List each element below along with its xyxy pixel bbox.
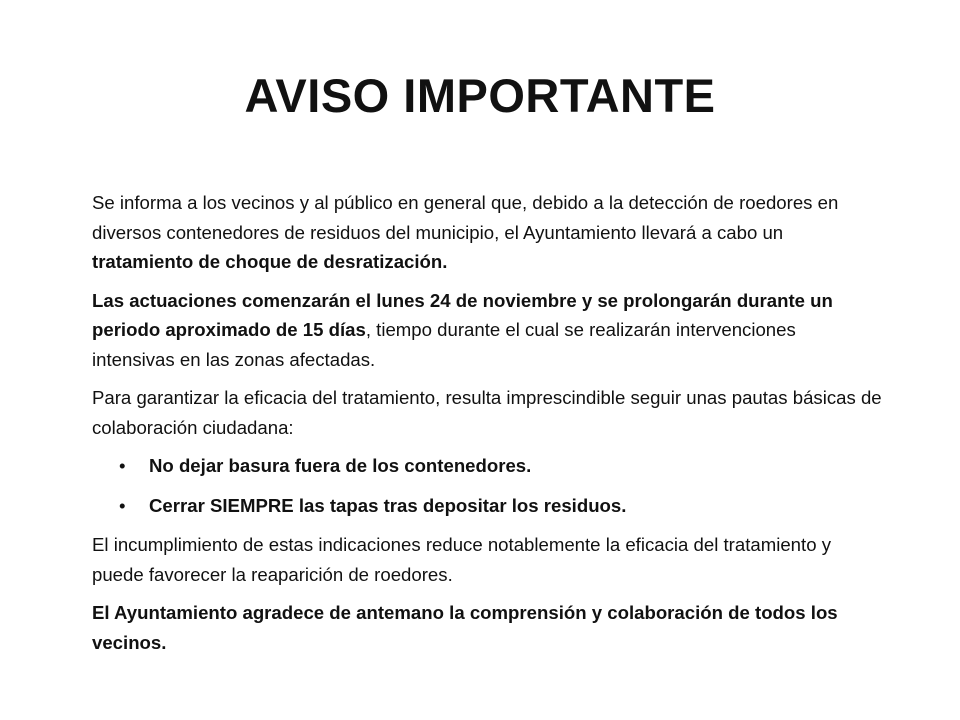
list-item — [92, 451, 882, 481]
bullet-icon: • — [119, 455, 126, 476]
paragraph-guidelines: Para garantizar la eficacia del tratamiento, resulta imprescindible seguir unas pautas básicas de colaboración ciudadana: — [92, 387, 882, 438]
list-item-text: No dejar basura fuera de los contenedores. — [149, 455, 532, 476]
list-item-text: Cerrar SIEMPRE las tapas tras depositar los residuos. — [149, 494, 627, 516]
list-item — [92, 491, 882, 521]
notice-body — [92, 188, 882, 666]
paragraph-warning: El incumplimiento de estas indicaciones reduce notablemente la eficacia del tratamiento y puede favorecer la reaparición de roedores. — [92, 534, 831, 585]
paragraph-intro — [92, 188, 882, 277]
paragraph-intro-bold: tratamiento de choque de desratización. — [92, 251, 448, 272]
bullet-icon: • — [119, 494, 126, 516]
paragraph-dates — [92, 286, 882, 375]
page-title: AVISO IMPORTANTE — [244, 69, 716, 122]
paragraph-thanks: El Ayuntamiento agradece de antemano la comprensión y colaboración de todos los vecinos. — [92, 602, 838, 653]
paragraph-dates-text: , tiempo durante el cual se realizarán intervenciones intensivas en las zonas afectadas. — [92, 319, 796, 370]
paragraph-dates-bold: Las actuaciones comenzarán el lunes 24 de noviembre y se prolongarán durante un periodo aproximado de 15 días — [92, 289, 833, 340]
paragraph-intro-text: Se informa a los vecinos y al público en general que, debido a la detección de roedores en diversos contenedores de residuos del municipio, el Ayuntamiento llevará a cabo un — [92, 192, 839, 243]
guidelines-list — [92, 451, 882, 520]
